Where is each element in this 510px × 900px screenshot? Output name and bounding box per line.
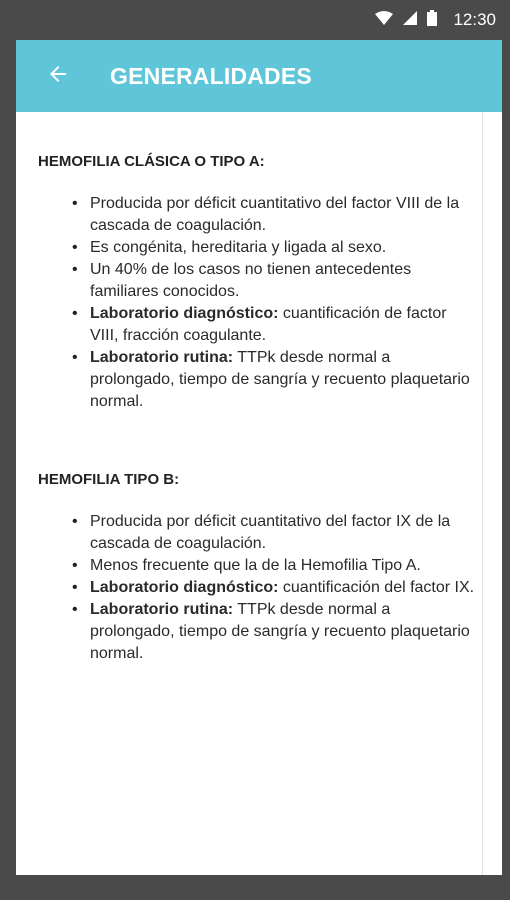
status-icons (375, 0, 496, 40)
status-time: 12:30 (453, 10, 496, 29)
item-text: Es congénita, hereditaria y ligada al sexo. (90, 239, 387, 256)
list-item (38, 599, 478, 665)
bullet-list (38, 511, 478, 665)
arrow-left-icon (46, 62, 70, 91)
page-title: GENERALIDADES (110, 62, 312, 89)
bullet-list (38, 193, 478, 413)
list-item (38, 511, 478, 555)
list-item (38, 237, 478, 259)
section-title: HEMOFILIA TIPO B: (38, 471, 180, 488)
status-bar (0, 0, 510, 40)
item-bold-label: Laboratorio diagnóstico: (90, 579, 279, 596)
section-title: HEMOFILIA CLÁSICA O TIPO A: (38, 153, 265, 170)
item-text: Producida por déficit cuantitativo del factor VIII de la cascada de coagulación. (90, 195, 460, 234)
app-bar (16, 40, 502, 112)
section-hemofilia-b (38, 470, 478, 665)
item-text: Producida por déficit cuantitativo del factor IX de la cascada de coagulación. (90, 513, 451, 552)
app-frame (16, 40, 502, 875)
item-text: TTPk desde normal a prolongado, tiempo de sangría y recuento plaquetario normal. (90, 601, 470, 662)
list-item (38, 259, 478, 303)
section-hemofilia-a (38, 152, 478, 413)
item-text: cuantificación del factor IX. (278, 579, 475, 596)
item-bold-label: Laboratorio rutina: (90, 349, 234, 366)
back-button[interactable] (28, 40, 88, 112)
item-text: Menos frecuente que la de la Hemofilia Tipo A. (90, 557, 421, 574)
list-item (38, 577, 478, 599)
item-bold-label: Laboratorio diagnóstico: (90, 305, 279, 322)
list-item (38, 193, 478, 237)
list-item (38, 555, 478, 577)
signal-icon (403, 11, 417, 30)
list-item (38, 347, 478, 413)
list-item (38, 303, 478, 347)
item-text: cuantificación de factor VIII, fracción coagulante. (90, 305, 447, 344)
content-area[interactable] (16, 112, 483, 875)
item-text: Un 40% de los casos no tienen antecedentes familiares conocidos. (90, 261, 412, 300)
item-bold-label: Laboratorio rutina: (90, 601, 234, 618)
wifi-icon (375, 11, 393, 30)
battery-icon (427, 10, 437, 31)
item-text: TTPk desde normal a prolongado, tiempo de sangría y recuento plaquetario normal. (90, 349, 470, 410)
